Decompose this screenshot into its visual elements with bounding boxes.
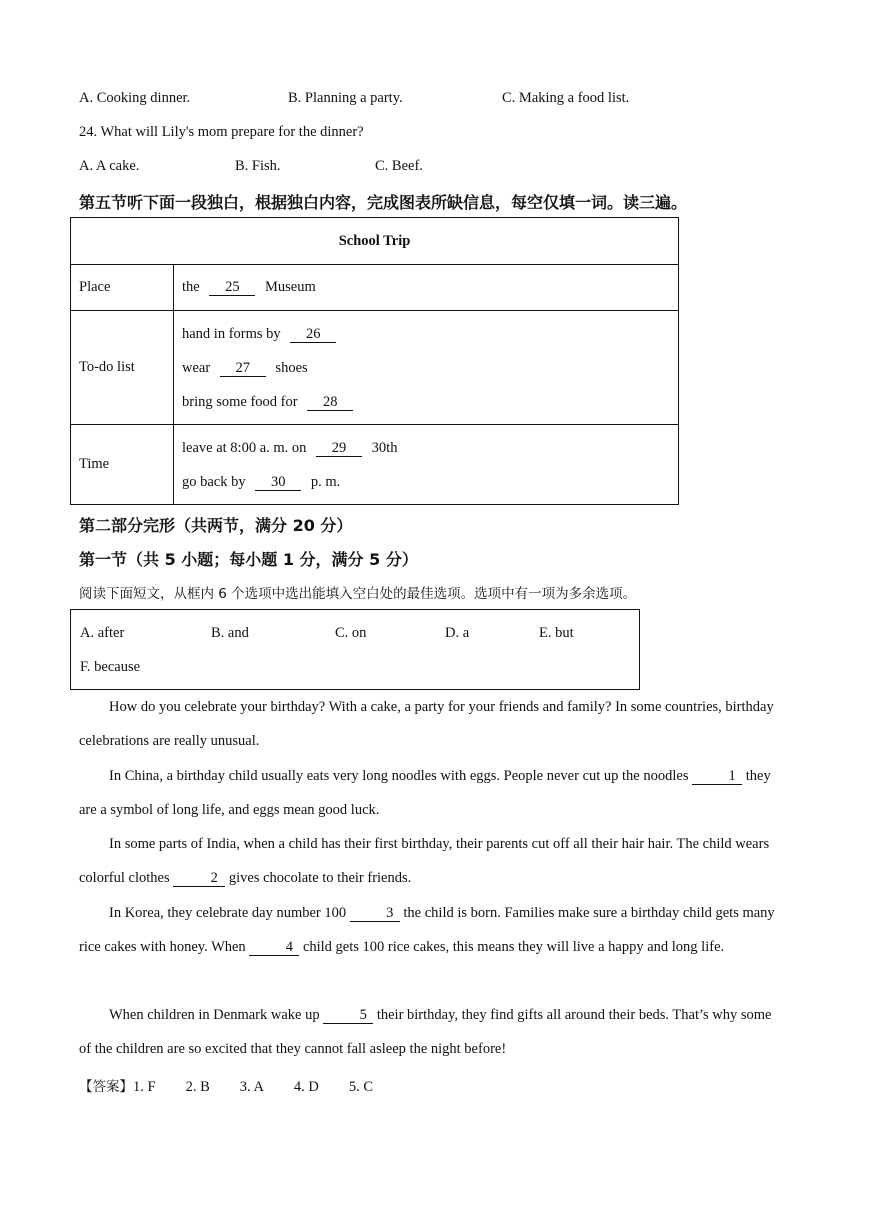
passage-paragraph-2: In China, a birthday child usually eats very long noodles with eggs. People never cut up the noodles 1 they are a symbol of long life, and eggs mean good luck. bbox=[79, 768, 771, 818]
row-label-time: Time bbox=[71, 425, 174, 505]
time-line-1: leave at 8:00 a. m. on 29 30th bbox=[182, 439, 398, 456]
options-box bbox=[70, 609, 640, 690]
todo-line-1: hand in forms by 26 bbox=[182, 317, 670, 351]
cloze-blank-3: 3 bbox=[350, 906, 400, 922]
passage-paragraph-3: In some parts of India, when a child has their first birthday, their parents cut off all their hair hair. The child wears colorful clothes 2 gives chocolate to their friends. bbox=[79, 836, 770, 886]
answer-line bbox=[79, 1075, 373, 1096]
blank-30: 30 bbox=[255, 475, 301, 491]
box-option-d: D. a bbox=[445, 625, 470, 641]
answer-item: 1. F bbox=[133, 1079, 156, 1095]
passage-paragraph-4: In Korea, they celebrate day number 100 3 the child is born. Families make sure a birthday child gets many rice cakes with honey. When 4 child gets 100 rice cakes, this means they will live a happy and long life. bbox=[79, 905, 775, 955]
instructions: 阅读下面短文，从框内 6 个选项中选出能填入空白处的最佳选项。选项中有一项为多余选项。 bbox=[79, 586, 637, 602]
passage-paragraph-1: How do you celebrate your birthday? With a cake, a party for your friends and family? In some countries, birthday celebrations are really unusual. bbox=[79, 699, 774, 749]
section1-heading: 第一节（共 5 小题；每小题 1 分，满分 5 分） bbox=[79, 550, 418, 569]
cloze-blank-4: 4 bbox=[249, 940, 299, 956]
answer-item: 2. B bbox=[185, 1079, 210, 1095]
q24-option-a: A. A cake. bbox=[79, 158, 140, 174]
answer-item: 4. D bbox=[293, 1079, 319, 1095]
cloze-blank-5: 5 bbox=[323, 1008, 373, 1024]
time-line-2: go back by 30 p. m. bbox=[182, 473, 341, 490]
table-title: School Trip bbox=[71, 218, 679, 265]
box-option-f: F. because bbox=[80, 659, 141, 675]
q23-option-b: B. Planning a party. bbox=[288, 90, 403, 106]
place-post: Museum bbox=[264, 279, 316, 295]
section5-heading: 第五节听下面一段独白，根据独白内容，完成图表所缺信息，每空仅填一词。读三遍。 bbox=[79, 193, 688, 212]
q24-option-b: B. Fish. bbox=[235, 158, 281, 174]
row-label-todo: To-do list bbox=[71, 311, 174, 425]
school-trip-table bbox=[70, 217, 679, 505]
table-row-todo bbox=[71, 311, 679, 425]
todo-line-3: bring some food for 28 bbox=[182, 385, 670, 419]
answer-item: 5. C bbox=[348, 1079, 374, 1095]
box-option-c: C. on bbox=[335, 625, 367, 641]
time-cell bbox=[174, 425, 679, 505]
blank-25: 25 bbox=[209, 280, 255, 296]
row-label-place: Place bbox=[71, 265, 174, 311]
q24-question: 24. What will Lily's mom prepare for the dinner? bbox=[79, 124, 364, 140]
blank-27: 27 bbox=[220, 361, 266, 377]
cloze-blank-1: 1 bbox=[692, 769, 742, 785]
table-row-time bbox=[71, 425, 679, 505]
place-cell bbox=[174, 265, 679, 311]
q23-option-c: C. Making a food list. bbox=[502, 90, 630, 106]
todo-line-2: wear 27 shoes bbox=[182, 359, 308, 376]
table-row-place bbox=[71, 265, 679, 311]
cloze-blank-2: 2 bbox=[173, 871, 225, 887]
answer-item: 3. A bbox=[239, 1079, 264, 1095]
passage-paragraph-5: When children in Denmark wake up 5 their birthday, they find gifts all around their beds. That’s why some of the children are so excited that they cannot fall asleep the night before! bbox=[79, 1007, 772, 1057]
part2-heading: 第二部分完形（共两节，满分 20 分） bbox=[79, 516, 353, 535]
box-option-b: B. and bbox=[211, 625, 249, 641]
blank-29: 29 bbox=[316, 441, 362, 457]
box-option-e: E. but bbox=[539, 625, 574, 641]
todo-cell bbox=[174, 311, 679, 425]
place-pre: the bbox=[182, 279, 200, 295]
box-option-a: A. after bbox=[80, 625, 125, 641]
q23-option-a: A. Cooking dinner. bbox=[79, 90, 191, 106]
blank-28: 28 bbox=[307, 395, 353, 411]
blank-26: 26 bbox=[290, 327, 336, 343]
q24-option-c: C. Beef. bbox=[375, 158, 423, 174]
answer-label: 【答案】 bbox=[79, 1079, 133, 1095]
